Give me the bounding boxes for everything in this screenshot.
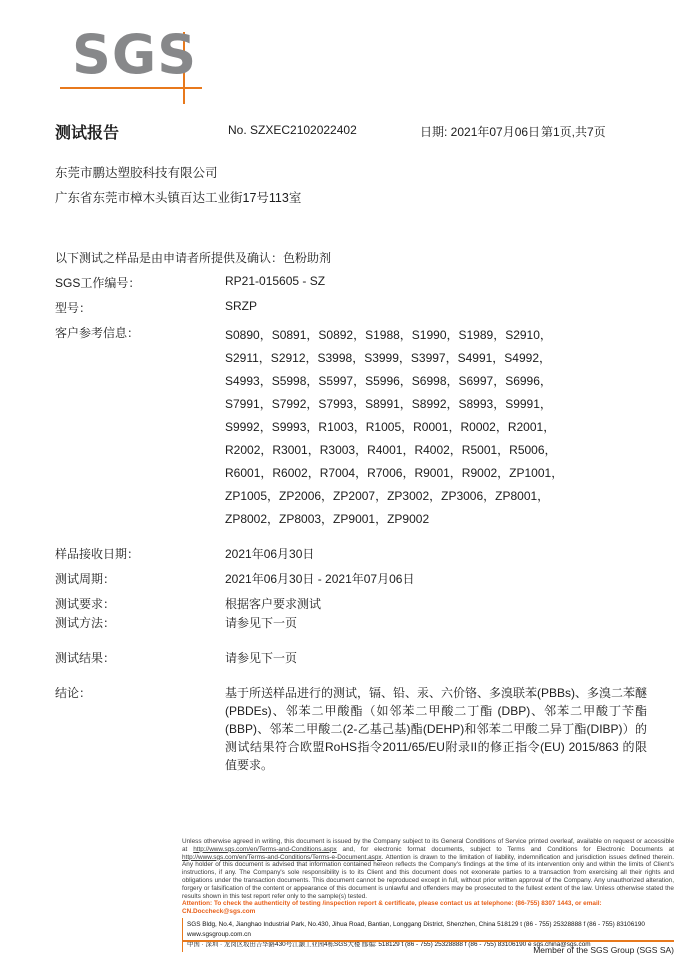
applicant-address: 广东省东莞市樟木头镇百达工业街17号113室 [55,191,302,205]
customer-reference-codes [225,324,647,531]
page-indicator: 第1页,共7页 [541,125,606,139]
field-value: 请参见下一页 [225,651,298,665]
field-label: 客户参考信息： [55,326,140,340]
field-sample-received [55,545,647,562]
field-value: 根据客户要求测试 [225,597,322,611]
code-line: ZP1005，ZP2006，ZP2007，ZP3002，ZP3006，ZP8001， [225,489,550,503]
logo-horizontal-rule [60,87,202,89]
field-value: RP21-015605 - SZ [225,274,326,288]
sgs-group-member-note: Member of the SGS Group (SGS SA) [533,945,674,955]
field-label: 样品接收日期： [55,547,140,561]
terms-link[interactable]: http://www.sgs.com/en/Terms-and-Conditions.aspx [193,845,337,853]
lab-address-en: SGS Bldg, No.4, Jianghao Industrial Park, No.430, Jihua Road, Bantian, Longgang District, Shenzhen, China 518129 t (86 - 755) 25328888 f (86 - 755) 83106190 www.sgsgroup.com.cn [187,921,645,938]
field-value: 2021年06月30日 - 2021年07月06日 [225,572,415,586]
field-conclusion [55,684,647,774]
code-line: S4993，S5998，S5997，S5996，S6998，S6997，S6996， [225,374,552,388]
code-line: R6001，R6002，R7004，R7006，R9001，R9002，ZP1001， [225,466,564,480]
code-line: S2911，S2912，S3998，S3999，S3997，S4991，S4992， [225,351,552,365]
field-job-number [55,274,647,291]
applicant-name: 东莞市鹏达塑胶科技有限公司 [55,166,218,180]
sgs-logo [58,23,208,106]
code-line: ZP8002，ZP8003，ZP9001，ZP9002 [225,512,430,526]
report-fields [55,274,647,782]
terms-e-document-link[interactable]: http://www.sgs.com/en/Terms-and-Conditions/Terms-e-Document.aspx [182,853,382,861]
field-test-requested [55,595,647,612]
page-title: 测试报告 [55,125,120,142]
field-customer-reference [55,324,647,531]
code-line: R2002，R3001，R3003，R4001，R4002，R5001，R5006， [225,443,557,457]
field-label: SGS工作编号： [55,276,141,290]
legal-disclaimer [182,838,674,900]
report-footer [0,836,677,959]
field-test-result [55,649,647,666]
legal-text: . Attention is drawn to the limitation of liability, indemnification and jurisdiction issues defined therein. Any holder of this document is advised that information contained hereon reflects the Company's findings at the time of its intervention only and within the limits of Client's instructions, if any. The Company's sole responsibility is to its Client and this document does not exonerate parties to a transaction from exercising all their rights and obligations under the transaction documents. This document cannot be reproduced except in full, without prior written approval of the Company. Any unauthorized alteration, forgery or falsification of the content or appearance of this document is unlawful and offenders may be prosecuted to the fullest extent of the law. Unless otherwise stated the results shown in this test report refer only to the sample(s) tested. [182,853,674,900]
field-model [55,299,647,316]
field-testing-period [55,570,647,587]
field-label: 型号： [55,301,92,315]
report-number: No. SZXEC2102022402 [228,123,357,137]
field-label: 测试方法： [55,616,116,630]
field-value: 请参见下一页 [225,616,298,630]
report-header [0,120,677,142]
field-label: 测试要求： [55,597,116,611]
conclusion-text: 基于所送样品进行的测试，镉、铅、汞、六价铬、多溴联苯(PBBs)、多溴二苯醚(PBDEs)、邻苯二甲酸酯（如邻苯二甲酸二丁酯 (DBP)、邻苯二甲酸丁苄酯(BBP)、邻苯二甲酸二(2-乙基己基)酯(DEHP)和邻苯二甲酸二异丁酯(DIBP)）的测试结果符合欧盟RoHS指令2011/65/EU附录II的修正指令(EU) 2015/863 的限值要求。 [225,686,648,772]
field-value: 2021年06月30日 [225,547,315,561]
field-label: 测试周期： [55,572,116,586]
code-line: S9992，S9993，R1003，R1005，R0001，R0002，R2001， [225,420,556,434]
applicant-block [55,161,615,211]
field-value: SRZP [225,299,258,313]
lab-address-cn: 中国 · 深圳 · 龙岗区坂田吉华路430号江灏工业园4栋SGS大楼 邮编: 518129 t (86 - 755) 25328888 f (86 - 755) 83106190 e sgs.china@sgs.com [187,941,591,948]
code-line: S7991，S7992，S7993，S8991，S8992，S8993，S9991， [225,397,552,411]
code-line: S0890，S0891，S0892，S1988，S1990，S1989，S2910， [225,328,552,342]
authenticity-attention-note: Attention: To check the authenticity of testing /inspection report & certificate, please contact us at telephone: (86-755) 8307 1443, or email: CN.Doccheck@sgs.com [182,900,602,915]
field-test-method [55,614,647,631]
legal-text: Unless otherwise agreed in writing, this document is issued by the Company subject to its General Conditions of Service printed overleaf, available on request or accessible at [182,838,674,853]
field-label: 测试结果： [55,651,116,665]
sample-statement: 以下测试之样品是由申请者所提供及确认：色粉助剂 [55,251,332,265]
legal-text: and, for electronic format documents, subject to Terms and Conditions for Electronic Documents at [336,845,675,853]
footer-divider [182,940,674,942]
sgs-logo-text: SGS [72,23,198,86]
report-date: 日期: 2021年07月06日 [420,125,541,139]
field-label: 结论： [55,686,92,700]
